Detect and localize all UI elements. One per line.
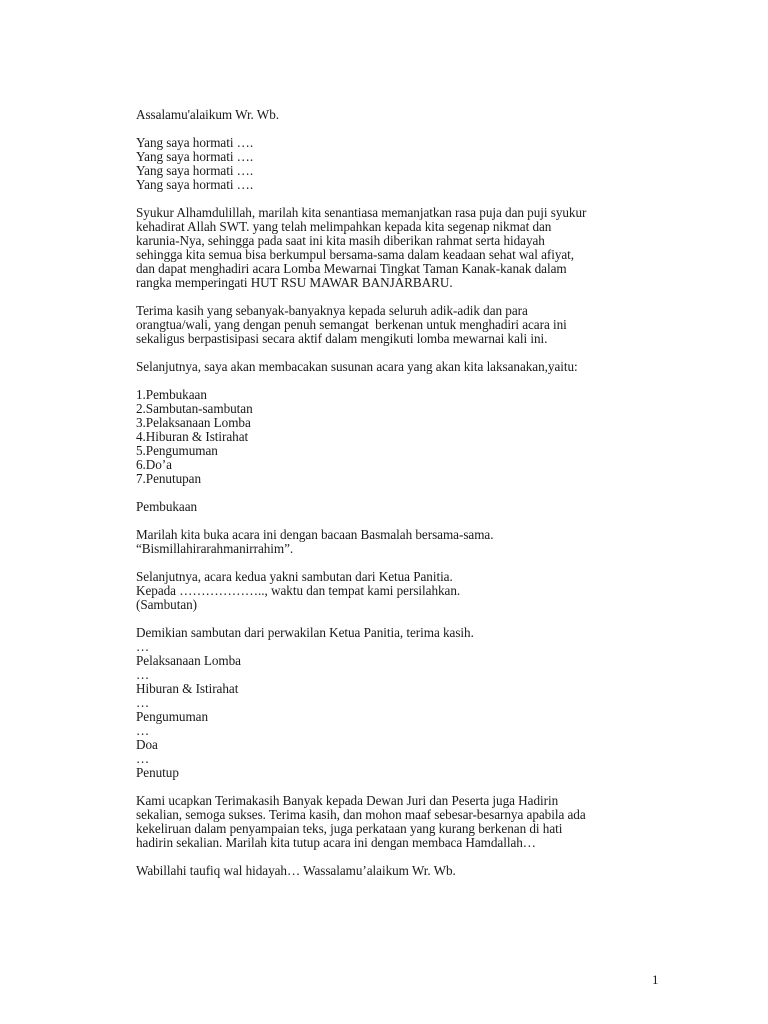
- paragraph-line: Marilah kita buka acara ini dengan bacaan Basmalah bersama-sama.: [136, 527, 494, 542]
- agenda-intro-paragraph: [136, 360, 666, 374]
- section-heading: Hiburan & Istirahat: [136, 681, 239, 696]
- agenda-item: 3.Pelaksanaan Lomba: [136, 415, 251, 430]
- agenda-item: 5.Pengumuman: [136, 443, 218, 458]
- speech-intro-paragraph: [136, 570, 666, 612]
- section-block: [136, 752, 666, 780]
- paragraph-line: hadirin sekalian. Marilah kita tutup acara ini dengan membaca Hamdallah…: [136, 835, 536, 850]
- paragraph-line: Selanjutnya, acara kedua yakni sambutan dari Ketua Panitia.: [136, 569, 453, 584]
- paragraph-line: orangtua/wali, yang dengan penuh semangat berkenan untuk menghadiri acara ini: [136, 317, 567, 332]
- section-heading: Pengumuman: [136, 709, 209, 724]
- agenda-list: [136, 388, 666, 486]
- farewell: Wabillahi taufiq wal hidayah… Wassalamu’alaikum Wr. Wb.: [136, 863, 456, 878]
- agenda-item: 6.Do’a: [136, 457, 172, 472]
- greeting: Assalamu'alaikum Wr. Wb.: [136, 107, 279, 122]
- section-block: [136, 696, 666, 724]
- section-block: [136, 668, 666, 696]
- thanks-paragraph: [136, 304, 666, 346]
- section-dots: …: [136, 639, 150, 654]
- paragraph-line: sehingga kita semua bisa berkumpul bersama-sama dalam keadaan sehat wal afiyat,: [136, 247, 575, 262]
- paragraph-line: Kami ucapkan Terimakasih Banyak kepada Dewan Juri dan Peserta juga Hadirin: [136, 793, 559, 808]
- section-block: [136, 724, 666, 752]
- paragraph-line: (Sambutan): [136, 597, 198, 612]
- opening-heading-paragraph: [136, 500, 666, 514]
- section-heading: Pelaksanaan Lomba: [136, 653, 241, 668]
- agenda-item: 1.Pembukaan: [136, 387, 207, 402]
- paragraph-line: Kepada ……………….., waktu dan tempat kami persilahkan.: [136, 583, 461, 598]
- section-heading-pembukaan: Pembukaan: [136, 499, 198, 514]
- speech-close: Demikian sambutan dari perwakilan Ketua Panitia, terima kasih.: [136, 625, 474, 640]
- salutation-line: Yang saya hormati ….: [136, 149, 254, 164]
- section-heading: Doa: [136, 737, 158, 752]
- paragraph-line: sekaligus berpastisipasi secara aktif dalam mengikuti lomba mewarnai kali ini.: [136, 331, 548, 346]
- agenda-item: 2.Sambutan-sambutan: [136, 401, 253, 416]
- speech-close-paragraph: [136, 626, 666, 640]
- paragraph-line: kekeliruan dalam penyampaian teks, juga perkataan yang kurang berkenan di hati: [136, 821, 563, 836]
- page-number: 1: [652, 972, 659, 987]
- salutation-line: Yang saya hormati ….: [136, 177, 254, 192]
- opening-paragraph: [136, 206, 666, 290]
- paragraph-line: “Bismillahirarahmanirrahim”.: [136, 541, 294, 556]
- paragraph-line: Syukur Alhamdulillah, marilah kita senantiasa memanjatkan rasa puja dan puji syukur: [136, 205, 587, 220]
- document-body: [136, 108, 666, 892]
- salutation-line: Yang saya hormati ….: [136, 163, 254, 178]
- paragraph-line: rangka memperingati HUT RSU MAWAR BANJARBARU.: [136, 275, 453, 290]
- agenda-item: 7.Penutupan: [136, 471, 202, 486]
- paragraph-line: dan dapat menghadiri acara Lomba Mewarnai Tingkat Taman Kanak-kanak dalam: [136, 261, 567, 276]
- section-dots: …: [136, 751, 150, 766]
- farewell-paragraph: [136, 864, 666, 878]
- greeting-paragraph: [136, 108, 666, 122]
- basmalah-paragraph: [136, 528, 666, 556]
- agenda-intro: Selanjutnya, saya akan membacakan susunan acara yang akan kita laksanakan,yaitu:: [136, 359, 578, 374]
- closing-paragraph: [136, 794, 666, 850]
- agenda-item: 4.Hiburan & Istirahat: [136, 429, 249, 444]
- section-dots: …: [136, 695, 150, 710]
- paragraph-line: Terima kasih yang sebanyak-banyaknya kepada seluruh adik-adik dan para: [136, 303, 528, 318]
- salutations-block: [136, 136, 666, 192]
- paragraph-line: sekalian, semoga sukses. Terima kasih, dan mohon maaf sebesar-besarnya apabila ada: [136, 807, 586, 822]
- section-dots: …: [136, 667, 150, 682]
- section-heading: Penutup: [136, 765, 179, 780]
- paragraph-line: karunia-Nya, sehingga pada saat ini kita masih diberikan rahmat serta hidayah: [136, 233, 545, 248]
- section-block: [136, 640, 666, 668]
- salutation-line: Yang saya hormati ….: [136, 135, 254, 150]
- section-dots: …: [136, 723, 150, 738]
- paragraph-line: kehadirat Allah SWT. yang telah melimpahkan kepada kita segenap nikmat dan: [136, 219, 552, 234]
